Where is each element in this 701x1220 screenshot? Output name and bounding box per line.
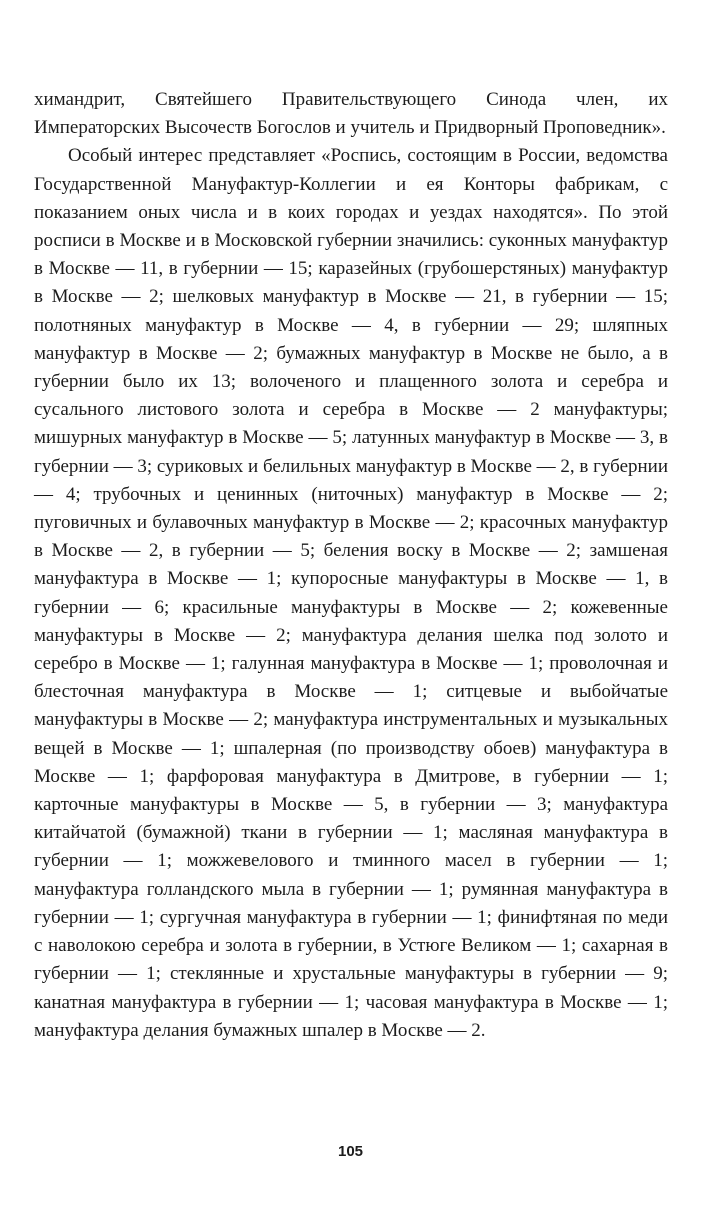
body-text <box>34 86 668 1045</box>
paragraph-manufactures-list: Особый интерес представляет «Роспись, состоящим в России, ведомства Государственной Мануфактур-Коллегии и ея Конторы фабрикам, с показанием оных числа и в коих городах и уездах находятся». По этой росписи в Москве и в Московской губернии значились: суконных мануфактур в Москве — 11, в губернии — 15; каразейных (грубошерстяных) мануфактур в Москве — 2; шелковых мануфактур в Москве — 21, в губернии — 15; полотняных мануфактур в Москве — 4, в губернии — 29; шляпных мануфактур в Москве — 2; бумажных мануфактур в Москве не было, а в губернии было их 13; волоченого и плащенного золота и серебра и сусального листового золота и серебра в Москве — 2 мануфактуры; мишурных мануфактур в Москве — 5; латунных мануфактур в Москве — 3, в губернии — 3; суриковых и белильных мануфактур в Москве — 2, в губернии — 4; трубочных и ценинных (ниточных) мануфактур в Москве — 2; пуговичных и булавочных мануфактур в Москве — 2; красочных мануфактур в Москве — 2, в губернии — 5; беления воску в Москве — 2; замшеная мануфактура в Москве — 1; купоросные мануфактуры в Москве — 1, в губернии — 6; красильные мануфактуры в Москве — 2; кожевенные мануфактуры в Москве — 2; мануфактура делания шелка под золото и серебро в Москве — 1; галунная мануфактура в Москве — 1; проволочная и блесточная мануфактура в Москве — 1; ситцевые и выбойчатые мануфактуры в Москве — 2; мануфактура инструментальных и музыкальных вещей в Москве — 1; шпалерная (по производству обоев) мануфактура в Москве — 1; фарфоровая мануфактура в Дмитрове, в губернии — 1; карточные мануфактуры в Москве — 5, в губернии — 3; мануфактура китайчатой (бумажной) ткани в губернии — 1; масляная мануфактура в губернии — 1; можжевелового и тминного масел в губернии — 1; мануфактура голландского мыла в губернии — 1; румянная мануфактура в губернии — 1; сургучная мануфактура в губернии — 1; финифтяная по меди с наволокою серебра и золота в губернии, в Устюге Великом — 1; сахарная в губернии — 1; стеклянные и хрустальные мануфактуры в губернии — 9; канатная мануфактура в губернии — 1; часовая мануфактура в Москве — 1; мануфактура делания бумажных шпалер в Москве — 2. <box>34 145 669 1041</box>
page-number: 105 <box>337 1143 364 1160</box>
paragraph-continuation: химандрит, Святейшего Правительствующего Синода член, их Императорских Высочеств Богослов и учитель и Придворный Проповедник». <box>34 89 668 139</box>
